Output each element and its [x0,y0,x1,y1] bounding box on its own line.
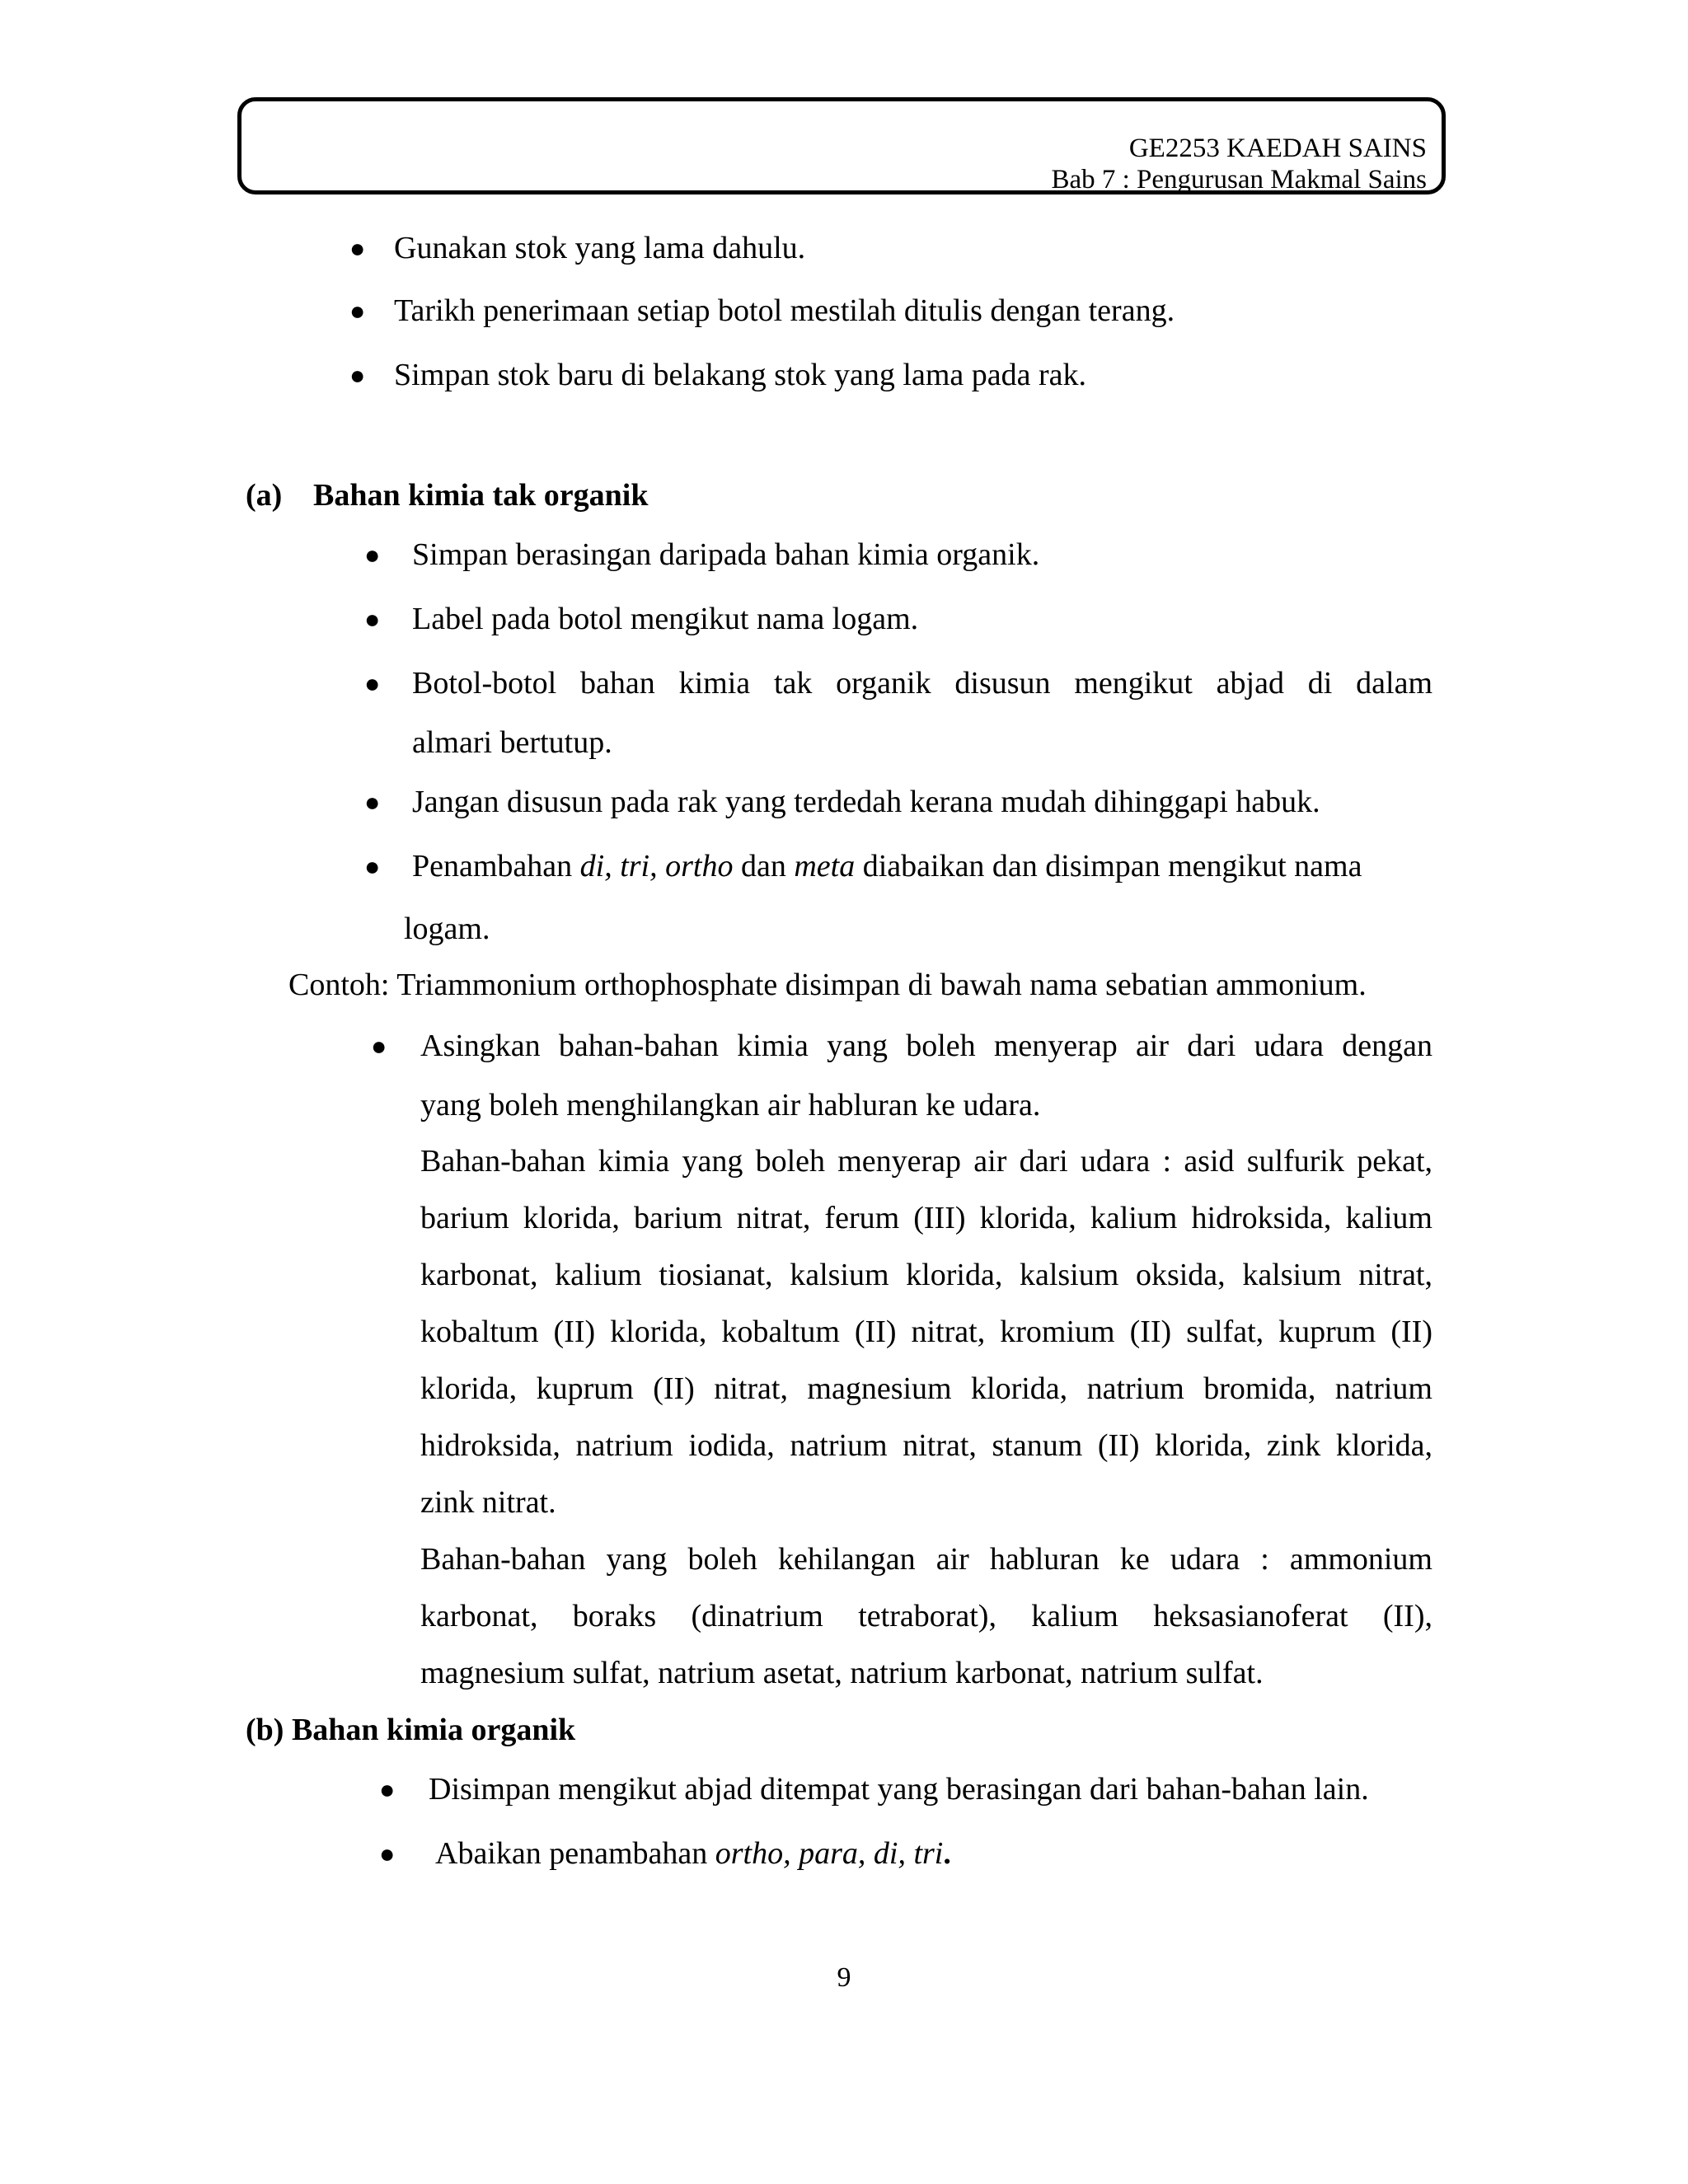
section-a-bullet-6-line-1: Asingkan bahan-bahan kimia yang boleh menyerap air dari udara dengan [420,1029,1432,1063]
intro-bullet-2: Tarikh penerimaan setiap botol mestilah ditulis dengan terang. [394,293,1175,328]
section-a-bullet-6-line-2: yang boleh menghilangkan air habluran ke udara. [420,1088,1041,1122]
bullet-icon: ● [371,1031,387,1061]
absorb-line-5: klorida, kuprum (II) nitrat, magnesium klorida, natrium bromida, natrium [420,1371,1432,1406]
absorb-line-1: Bahan-bahan kimia yang boleh menyerap air dari udara : asid sulfurik pekat, [420,1144,1432,1179]
section-b-bullet-1: Disimpan mengikut abjad ditempat yang berasingan dari bahan-bahan lain. [429,1772,1369,1807]
section-a-bullet-5-line-1 [412,847,1362,885]
bullet-icon: ● [349,233,366,263]
section-a-bullet-3-line-2: almari bertutup. [412,725,612,760]
section-b-bullet-2 [435,1835,951,1872]
absorb-line-4: kobaltum (II) klorida, kobaltum (II) nitrat, kromium (II) sulfat, kuprum (II) [420,1315,1432,1349]
page-header [237,97,1446,194]
absorb-line-2: barium klorida, barium nitrat, ferum (III) klorida, kalium hidroksida, kalium [420,1201,1432,1235]
header-course: GE2253 KAEDAH SAINS [1128,134,1427,163]
bullet-5-italic-2: meta [794,849,856,883]
section-a-bullet-4: Jangan disusun pada rak yang terdedah kerana mudah dihinggapi habuk. [412,785,1320,819]
section-b-bullet-2-italic: ortho, para, di, tri [715,1836,944,1871]
section-a-bullet-1: Simpan berasingan daripada bahan kimia organik. [412,537,1040,572]
bullet-icon: ● [364,604,381,634]
bullet-icon: ● [379,1839,396,1868]
section-a-title: Bahan kimia tak organik [313,478,649,513]
bullet-5-text-1: Penambahan [412,849,580,883]
absorb-line-7: zink nitrat. [420,1485,556,1520]
section-a-bullet-5-line-2: logam. [404,912,490,946]
bullet-icon: ● [379,1774,396,1804]
bullet-5-italic-1: di, tri, ortho [579,849,734,883]
absorb-line-6: hidroksida, natrium iodida, natrium nitrat, stanum (II) klorida, zink klorida, [420,1428,1432,1463]
section-a-label: (a) [246,478,283,513]
bullet-icon: ● [364,540,381,569]
absorb-line-3: karbonat, kalium tiosianat, kalsium klorida, kalsium oksida, kalsium nitrat, [420,1258,1432,1292]
section-b-title: (b) Bahan kimia organik [246,1713,576,1747]
section-a-example: Contoh: Triammonium orthophosphate disimpan di bawah nama sebatian ammonium. [288,968,1367,1002]
bullet-icon: ● [364,787,381,817]
lose-line-1: Bahan-bahan yang boleh kehilangan air habluran ke udara : ammonium [420,1542,1432,1577]
header-chapter: Bab 7 : Pengurusan Makmal Sains [1051,165,1427,194]
lose-line-2: karbonat, boraks (dinatrium tetraborat), kalium heksasianoferat (II), [420,1599,1432,1633]
section-b-bullet-2-text: Abaikan penambahan [435,1836,715,1871]
intro-bullet-1: Gunakan stok yang lama dahulu. [394,231,806,265]
bullet-icon: ● [364,668,381,698]
bullet-icon: ● [349,360,366,390]
lose-line-3: magnesium sulfat, natrium asetat, natrium karbonat, natrium sulfat. [420,1656,1264,1690]
section-a-bullet-3-line-1: Botol-botol bahan kimia tak organik disusun mengikut abjad di dalam [412,666,1432,701]
bullet-icon: ● [364,851,381,881]
page-number: 9 [837,1962,851,1993]
section-b-bullet-2-end: . [943,1836,951,1871]
bullet-5-text-2: dan [733,849,795,883]
bullet-5-text-3: diabaikan dan disimpan mengikut nama [855,849,1362,883]
section-a-bullet-2: Label pada botol mengikut nama logam. [412,602,919,636]
bullet-icon: ● [349,296,366,326]
intro-bullet-3: Simpan stok baru di belakang stok yang lama pada rak. [394,358,1087,392]
